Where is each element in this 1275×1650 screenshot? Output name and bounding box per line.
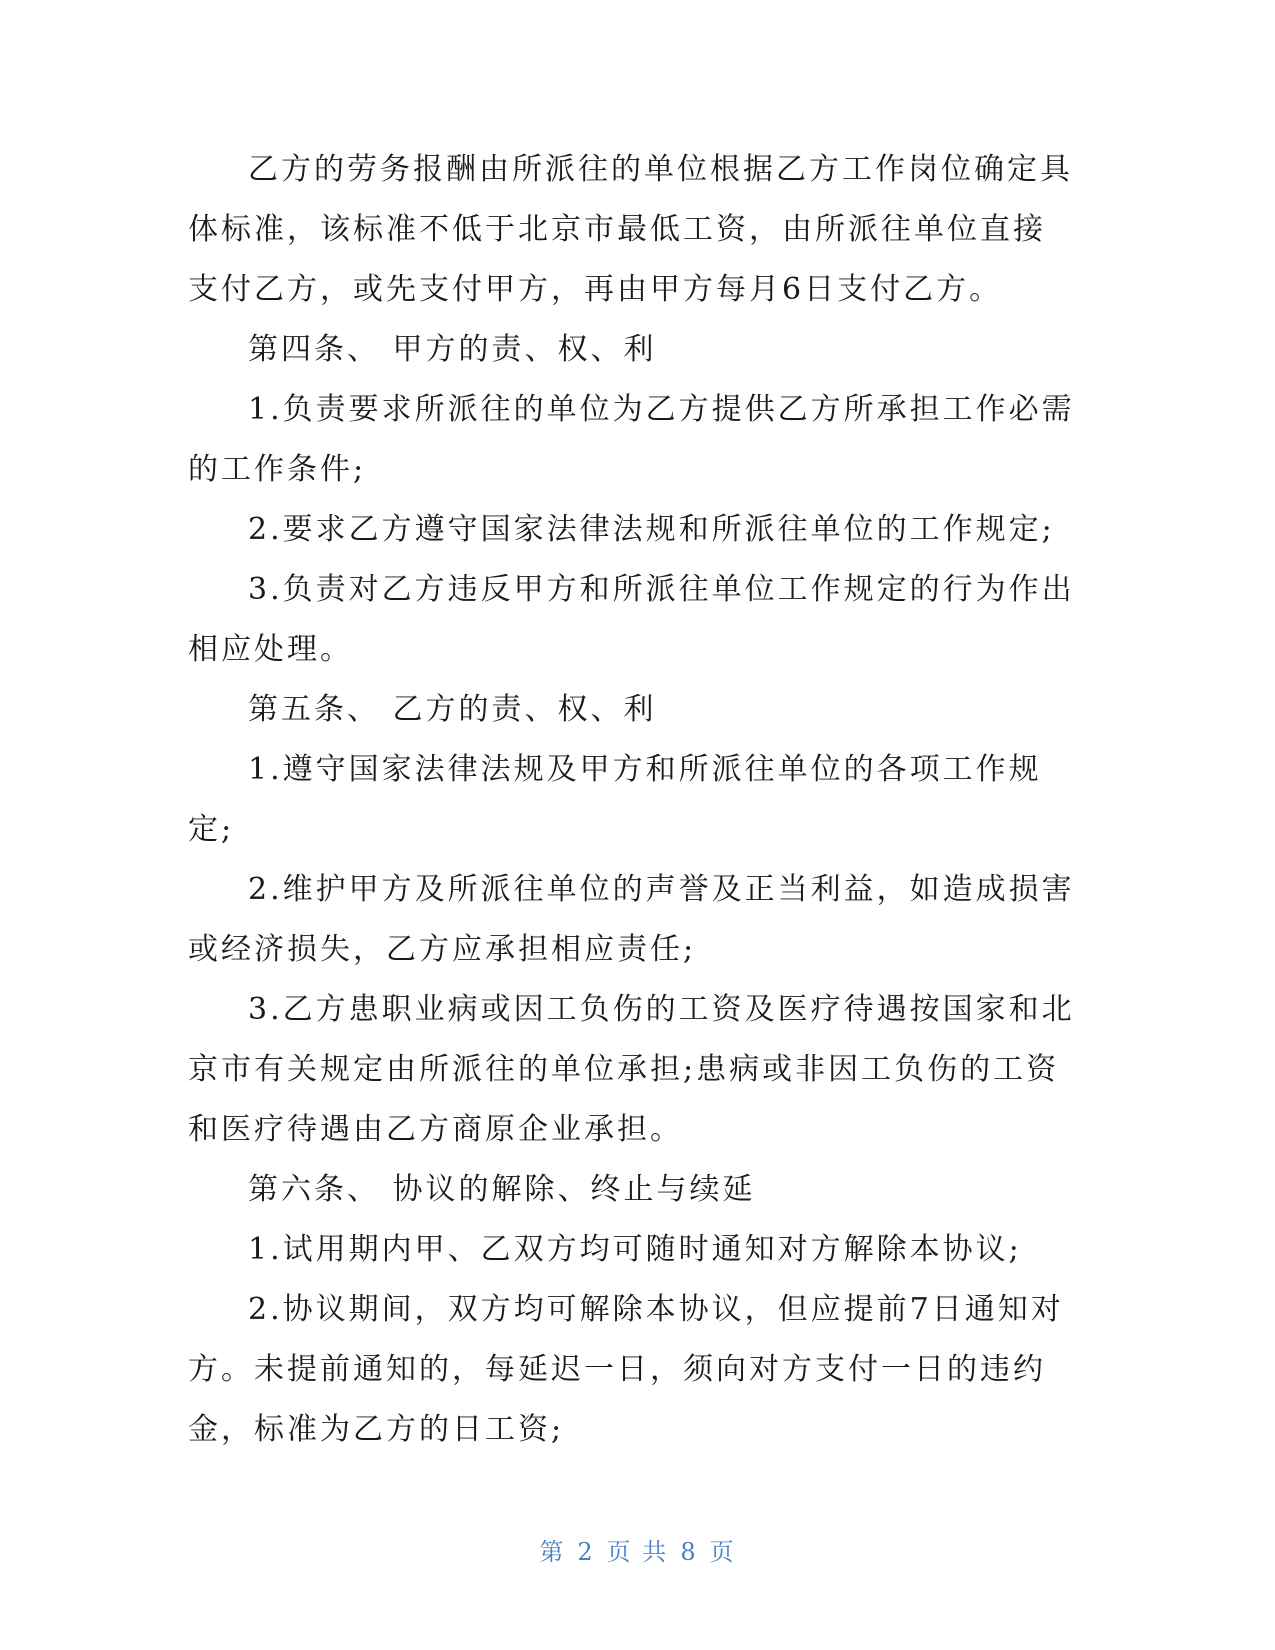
article-4-item-2: 2.要求乙方遵守国家法律法规和所派往单位的工作规定;	[248, 512, 1055, 547]
article-5-item-2: 2.维护甲方及所派往单位的声誉及正当利益，如造成损害或经济损失，乙方应承担相应责任;	[188, 872, 1075, 967]
article-4-item-1: 1.负责要求所派往的单位为乙方提供乙方所承担工作必需的工作条件;	[188, 392, 1075, 487]
heading-article-6: 第六条、 协议的解除、终止与续延	[248, 1172, 756, 1207]
footer-suffix: 页	[709, 1538, 736, 1566]
heading-article-4: 第四条、 甲方的责、权、利	[248, 332, 657, 367]
paragraph-remuneration: 乙方的劳务报酬由所派往的单位根据乙方工作岗位确定具体标准，该标准不低于北京市最低工资，由所派往单位直接支付乙方，或先支付甲方，再由甲方每月6日支付乙方。	[188, 152, 1073, 307]
article-4-item-3: 3.负责对乙方违反甲方和所派往单位工作规定的行为作出相应处理。	[188, 572, 1075, 667]
footer-middle: 页 共	[606, 1538, 669, 1566]
article-6-item-2: 2.协议期间，双方均可解除本协议，但应提前7日通知对方。未提前通知的，每延迟一日，须向对方支付一日的违约金，标准为乙方的日工资;	[188, 1292, 1064, 1447]
page-number-footer	[0, 1532, 1275, 1567]
heading-article-5: 第五条、 乙方的责、权、利	[248, 692, 657, 727]
article-5-item-3: 3.乙方患职业病或因工负伤的工资及医疗待遇按国家和北京市有关规定由所派往的单位承担;患病或非因工负伤的工资和医疗待遇由乙方商原企业承担。	[188, 992, 1075, 1147]
total-page-number: 8	[680, 1538, 698, 1566]
footer-prefix: 第	[539, 1538, 566, 1566]
current-page-number: 2	[577, 1538, 595, 1566]
document-body	[188, 140, 1078, 1460]
article-6-item-1: 1.试用期内甲、乙双方均可随时通知对方解除本协议;	[248, 1232, 1022, 1267]
article-5-item-1: 1.遵守国家法律法规及甲方和所派往单位的各项工作规定;	[188, 752, 1042, 847]
